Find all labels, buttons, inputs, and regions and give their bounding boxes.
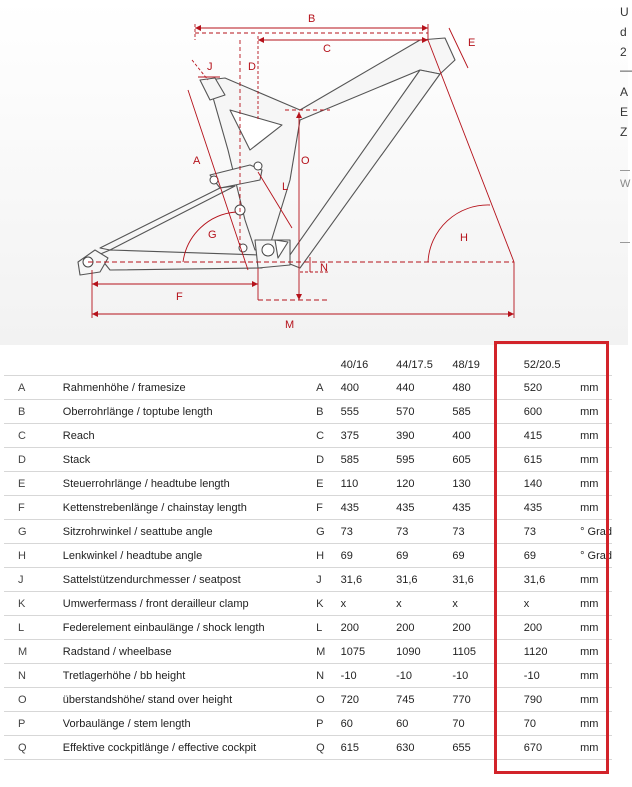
value-size-52: 600 — [508, 400, 580, 424]
row-code: K — [316, 592, 341, 616]
table-row — [4, 496, 612, 520]
table-row — [4, 424, 612, 448]
row-code: D — [316, 448, 341, 472]
row-unit: mm — [580, 736, 612, 760]
table-header-row — [4, 355, 612, 376]
value-size-48: 70 — [452, 712, 507, 736]
value-size-52: 73 — [508, 520, 580, 544]
dim-label-h: H — [460, 232, 468, 244]
value-size-44: 595 — [396, 448, 452, 472]
header-empty — [4, 355, 63, 376]
row-unit: ° Grad — [580, 544, 612, 568]
value-size-52: 31,6 — [508, 568, 580, 592]
value-size-40: x — [341, 592, 396, 616]
row-unit: mm — [580, 664, 612, 688]
value-size-52: 435 — [508, 496, 580, 520]
row-unit: mm — [580, 592, 612, 616]
value-size-40: -10 — [341, 664, 396, 688]
value-size-48: 73 — [452, 520, 507, 544]
dim-label-n: N — [320, 262, 328, 274]
dim-label-c: C — [323, 43, 331, 55]
row-code: J — [316, 568, 341, 592]
value-size-40: 1075 — [341, 640, 396, 664]
row-label: Sattelstützendurchmesser / seatpost — [63, 568, 316, 592]
row-label: Umwerfermass / front derailleur clamp — [63, 592, 316, 616]
table-body — [4, 376, 612, 760]
row-label: Federelement einbaulänge / shock length — [63, 616, 316, 640]
header-size-40: 40/16 — [340, 359, 369, 371]
table-row — [4, 520, 612, 544]
row-unit: mm — [580, 616, 612, 640]
geometry-table — [4, 355, 612, 760]
value-size-52: 69 — [508, 544, 580, 568]
value-size-44: 435 — [396, 496, 452, 520]
table-row — [4, 712, 612, 736]
value-size-40: 69 — [341, 544, 396, 568]
row-label: Vorbaulänge / stem length — [63, 712, 316, 736]
value-size-48: 435 — [452, 496, 507, 520]
value-size-52: 415 — [508, 424, 580, 448]
value-size-44: 1090 — [396, 640, 452, 664]
value-size-48: 1105 — [452, 640, 507, 664]
value-size-52: x — [508, 592, 580, 616]
value-size-40: 31,6 — [341, 568, 396, 592]
side-text-line: Z — [620, 125, 628, 139]
row-code: O — [316, 688, 341, 712]
table-row — [4, 688, 612, 712]
value-size-44: 60 — [396, 712, 452, 736]
row-code: N — [316, 664, 341, 688]
value-size-44: 200 — [396, 616, 452, 640]
value-size-48: 400 — [452, 424, 507, 448]
dim-label-e: E — [468, 37, 476, 49]
row-unit: mm — [580, 448, 612, 472]
dim-label-m: M — [285, 319, 295, 331]
side-text-line: A — [620, 85, 629, 99]
row-label: Sitzrohrwinkel / seattube angle — [63, 520, 316, 544]
row-key: Q — [4, 736, 63, 760]
row-key: G — [4, 520, 63, 544]
side-text-link[interactable]: W — [620, 178, 631, 190]
row-label: Steuerrohrlänge / headtube length — [63, 472, 316, 496]
row-code: M — [316, 640, 341, 664]
value-size-44: 390 — [396, 424, 452, 448]
row-code: C — [316, 424, 341, 448]
value-size-44: 120 — [396, 472, 452, 496]
row-unit: mm — [580, 400, 612, 424]
row-label: überstandshöhe/ stand over height — [63, 688, 316, 712]
row-code: L — [316, 616, 341, 640]
value-size-44: 745 — [396, 688, 452, 712]
value-size-48: 480 — [452, 376, 507, 400]
table-row — [4, 448, 612, 472]
value-size-48: 31,6 — [452, 568, 507, 592]
row-unit: ° Grad — [580, 520, 612, 544]
row-unit: mm — [580, 688, 612, 712]
value-size-40: 615 — [341, 736, 396, 760]
row-unit: mm — [580, 712, 612, 736]
row-key: L — [4, 616, 63, 640]
dim-label-o: O — [301, 155, 310, 167]
table-row — [4, 376, 612, 400]
side-text-line: d — [620, 25, 627, 39]
table-row — [4, 472, 612, 496]
dim-label-g: G — [208, 229, 217, 241]
row-label: Kettenstrebenlänge / chainstay length — [63, 496, 316, 520]
row-key: O — [4, 688, 63, 712]
value-size-52: 200 — [508, 616, 580, 640]
row-label: Reach — [63, 424, 316, 448]
value-size-40: 200 — [341, 616, 396, 640]
row-key: P — [4, 712, 63, 736]
dim-label-f: F — [176, 291, 183, 303]
row-key: M — [4, 640, 63, 664]
row-key: H — [4, 544, 63, 568]
value-size-52: 520 — [508, 376, 580, 400]
row-key: B — [4, 400, 63, 424]
header-size-52: 52/20.5 — [523, 359, 561, 371]
row-label: Radstand / wheelbase — [63, 640, 316, 664]
value-size-44: 570 — [396, 400, 452, 424]
value-size-48: 655 — [452, 736, 507, 760]
value-size-40: 720 — [341, 688, 396, 712]
row-unit: mm — [580, 568, 612, 592]
row-code: A — [316, 376, 341, 400]
table-row — [4, 616, 612, 640]
row-key: F — [4, 496, 63, 520]
value-size-40: 435 — [341, 496, 396, 520]
dim-label-a: A — [193, 155, 201, 167]
row-unit: mm — [580, 472, 612, 496]
side-text-line: 2 — [620, 45, 627, 59]
table-row — [4, 592, 612, 616]
row-code: P — [316, 712, 341, 736]
side-text-line: U — [620, 5, 629, 19]
value-size-40: 73 — [341, 520, 396, 544]
row-code: B — [316, 400, 341, 424]
table-row — [4, 664, 612, 688]
table-row — [4, 736, 612, 760]
header-empty — [580, 355, 612, 376]
row-label: Lenkwinkel / headtube angle — [63, 544, 316, 568]
value-size-48: -10 — [452, 664, 507, 688]
row-code: Q — [316, 736, 341, 760]
value-size-40: 555 — [341, 400, 396, 424]
value-size-52: -10 — [508, 664, 580, 688]
value-size-48: 69 — [452, 544, 507, 568]
row-label: Tretlagerhöhe / bb height — [63, 664, 316, 688]
value-size-48: 605 — [452, 448, 507, 472]
dim-label-l: L — [282, 181, 289, 193]
side-divider — [620, 170, 630, 171]
table-row — [4, 568, 612, 592]
row-key: K — [4, 592, 63, 616]
row-code: H — [316, 544, 341, 568]
row-code: G — [316, 520, 341, 544]
row-key: D — [4, 448, 63, 472]
dim-label-d: D — [248, 61, 256, 73]
header-empty — [316, 355, 341, 376]
value-size-40: 400 — [341, 376, 396, 400]
row-key: E — [4, 472, 63, 496]
value-size-52: 1120 — [508, 640, 580, 664]
side-text-line: — — [620, 63, 632, 77]
value-size-52: 790 — [508, 688, 580, 712]
side-divider — [620, 242, 630, 243]
dim-label-b: B — [308, 13, 316, 25]
value-size-48: 200 — [452, 616, 507, 640]
header-size-48: 48/19 — [452, 359, 480, 371]
value-size-48: 130 — [452, 472, 507, 496]
row-label: Rahmenhöhe / framesize — [63, 376, 316, 400]
row-key: J — [4, 568, 63, 592]
row-unit: mm — [580, 376, 612, 400]
row-label: Stack — [63, 448, 316, 472]
value-size-44: 630 — [396, 736, 452, 760]
row-key: N — [4, 664, 63, 688]
table-row — [4, 400, 612, 424]
value-size-52: 70 — [508, 712, 580, 736]
value-size-48: x — [452, 592, 507, 616]
value-size-52: 615 — [508, 448, 580, 472]
value-size-44: 440 — [396, 376, 452, 400]
row-label: Effektive cockpitlänge / effective cockpit — [63, 736, 316, 760]
header-size-44: 44/17.5 — [396, 359, 433, 371]
row-unit: mm — [580, 496, 612, 520]
value-size-44: 73 — [396, 520, 452, 544]
side-text-line: E — [620, 105, 629, 119]
value-size-48: 770 — [452, 688, 507, 712]
value-size-40: 60 — [341, 712, 396, 736]
value-size-44: x — [396, 592, 452, 616]
table-row — [4, 544, 612, 568]
row-key: C — [4, 424, 63, 448]
value-size-44: 31,6 — [396, 568, 452, 592]
value-size-52: 670 — [508, 736, 580, 760]
row-unit: mm — [580, 424, 612, 448]
value-size-40: 585 — [341, 448, 396, 472]
value-size-40: 375 — [341, 424, 396, 448]
row-label: Oberrohrlänge / toptube length — [63, 400, 316, 424]
value-size-48: 585 — [452, 400, 507, 424]
row-key: A — [4, 376, 63, 400]
header-empty — [63, 355, 316, 376]
table-row — [4, 640, 612, 664]
row-code: E — [316, 472, 341, 496]
value-size-52: 140 — [508, 472, 580, 496]
value-size-44: 69 — [396, 544, 452, 568]
row-unit: mm — [580, 640, 612, 664]
value-size-40: 110 — [341, 472, 396, 496]
dim-label-j: J — [207, 61, 213, 73]
value-size-44: -10 — [396, 664, 452, 688]
frame-geometry-diagram — [0, 0, 631, 345]
row-code: F — [316, 496, 341, 520]
